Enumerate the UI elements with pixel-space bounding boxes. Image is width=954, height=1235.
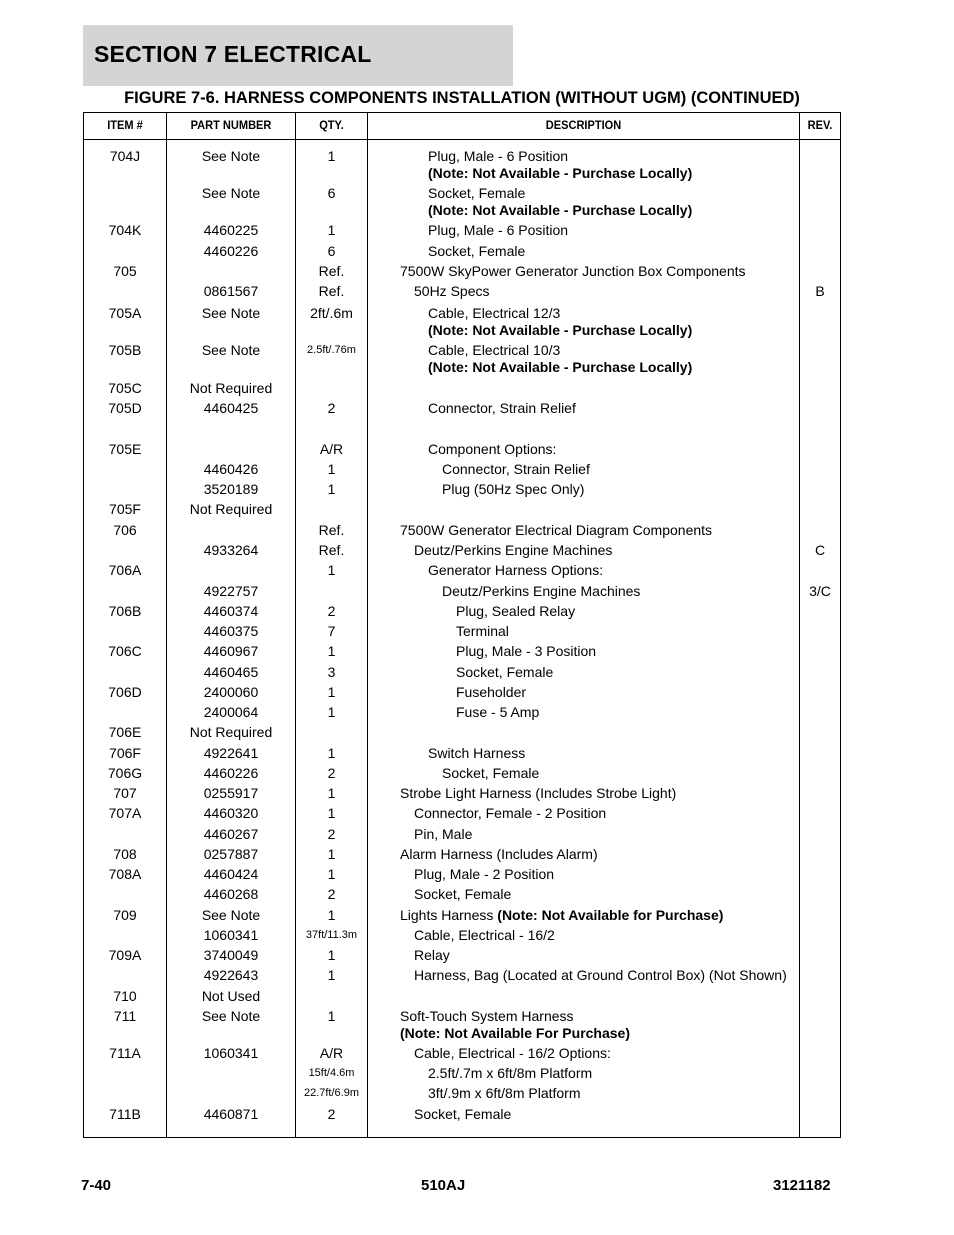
table-cell-part-number: See Note	[201, 1008, 261, 1024]
table-cell-item: 708A	[108, 866, 142, 882]
table-cell-qty: 6	[327, 243, 336, 259]
table-cell-part-number: See Note	[201, 907, 261, 923]
table-cell-part-number: 1060341	[203, 1045, 259, 1061]
table-cell-qty: 1	[327, 461, 336, 477]
table-cell-part-number: 4460871	[203, 1106, 259, 1122]
table-cell-item: 706G	[107, 765, 143, 781]
table-cell-description: Socket, Female	[414, 1106, 512, 1122]
table-cell-item: 711A	[109, 1045, 141, 1061]
table-cell-part-number: Not Used	[201, 988, 261, 1004]
table-cell-item: 706E	[108, 724, 142, 740]
footer-model: 510AJ	[421, 1177, 466, 1194]
table-cell-part-number: 4460226	[203, 765, 259, 781]
header-rev: REV.	[807, 118, 833, 132]
table-cell-description: Connector, Strain Relief	[442, 461, 590, 477]
table-cell-item: 705F	[109, 501, 141, 517]
table-cell-qty: 1	[327, 907, 336, 923]
table-cell-qty: 1	[327, 1008, 336, 1024]
table-cell-part-number: 2400064	[203, 704, 259, 720]
table-cell-description: Strobe Light Harness (Includes Strobe Light)	[400, 785, 677, 801]
table-cell-qty: 1	[327, 148, 336, 164]
table-cell-note: (Note: Not Available - Purchase Locally)	[428, 322, 693, 338]
table-cell-description: Cable, Electrical - 16/2 Options:	[414, 1045, 611, 1061]
table-cell-description: Deutz/Perkins Engine Machines	[414, 542, 613, 558]
table-cell-item: 706F	[109, 745, 141, 761]
table-cell-qty: Ref.	[318, 283, 345, 299]
table-cell-qty: 2	[327, 886, 336, 902]
table-cell-description: Plug, Male - 3 Position	[456, 643, 597, 659]
table-cell-qty: 1	[327, 866, 336, 882]
table-cell-description: 3ft/.9m x 6ft/8m Platform	[428, 1085, 581, 1101]
table-cell-description: Pin, Male	[414, 826, 473, 842]
table-cell-qty: 1	[327, 684, 336, 700]
description-note: (Note: Not Available for Purchase)	[497, 907, 724, 923]
table-cell-part-number: 4460426	[203, 461, 259, 477]
table-cell-note: (Note: Not Available - Purchase Locally)	[428, 202, 693, 218]
column-divider	[367, 113, 368, 1137]
table-cell-part-number: 4922757	[203, 583, 259, 599]
table-cell-item: 711B	[109, 1106, 141, 1122]
table-cell-note: (Note: Not Available - Purchase Locally)	[428, 359, 693, 375]
table-cell-description: Generator Harness Options:	[428, 562, 604, 578]
table-cell-qty: Ref.	[318, 542, 345, 558]
table-cell-part-number: See Note	[201, 305, 261, 321]
table-cell-qty: 1	[327, 846, 336, 862]
table-cell-part-number: 4922643	[203, 967, 259, 983]
table-cell-item: 708	[113, 846, 137, 862]
table-cell-rev: C	[814, 542, 826, 558]
table-cell-part-number: Not Required	[189, 501, 273, 517]
table-cell-qty: 2	[327, 400, 336, 416]
table-cell-item: 710	[113, 988, 137, 1004]
table-cell-part-number: 4922641	[203, 745, 259, 761]
table-cell-item: 705B	[108, 342, 142, 358]
table-cell-rev: B	[815, 283, 825, 299]
table-cell-part-number: See Note	[201, 185, 261, 201]
table-cell-qty: 6	[327, 185, 336, 201]
table-cell-description: 7500W SkyPower Generator Junction Box Components	[400, 263, 746, 279]
table-cell-part-number: 1060341	[203, 927, 259, 943]
table-cell-description: Harness, Bag (Located at Ground Control Box) (Not Shown)	[414, 967, 787, 983]
table-cell-item: 706B	[108, 603, 142, 619]
table-cell-item: 705D	[108, 400, 142, 416]
table-cell-qty: 2	[327, 826, 336, 842]
table-cell-note: (Note: Not Available - Purchase Locally)	[428, 165, 693, 181]
table-cell-description: Cable, Electrical 10/3	[428, 342, 561, 358]
table-cell-qty: 1	[327, 704, 336, 720]
table-cell-part-number: 4460225	[203, 222, 259, 238]
footer-doc-number: 3121182	[773, 1177, 831, 1194]
table-cell-part-number: 4460967	[203, 643, 259, 659]
table-cell-description: Component Options:	[428, 441, 557, 457]
table-cell-part-number: 4460226	[203, 243, 259, 259]
table-cell-part-number: 4460424	[203, 866, 259, 882]
table-cell-description: Plug, Sealed Relay	[456, 603, 576, 619]
table-cell-description: Switch Harness	[428, 745, 526, 761]
table-cell-description: Cable, Electrical 12/3	[428, 305, 561, 321]
header-part-number: PART NUMBER	[190, 118, 272, 132]
table-cell-part-number: See Note	[201, 342, 261, 358]
header-description: DESCRIPTION	[545, 118, 622, 132]
description-text: Lights Harness	[400, 907, 498, 923]
table-cell-description: Relay	[414, 947, 450, 963]
table-cell-item: 705	[113, 263, 137, 279]
table-cell-description: Alarm Harness (Includes Alarm)	[400, 846, 598, 862]
table-cell-description: Fuse - 5 Amp	[456, 704, 540, 720]
header-divider	[84, 139, 840, 140]
table-cell-qty: 3	[327, 664, 336, 680]
table-cell-qty: 1	[327, 562, 336, 578]
table-cell-item: 707	[113, 785, 137, 801]
header-qty: QTY.	[319, 118, 344, 132]
table-cell-qty: A/R	[319, 441, 344, 457]
table-cell-qty: 1	[327, 222, 336, 238]
table-cell-rev: 3/C	[809, 583, 831, 599]
table-cell-item: 705A	[108, 305, 142, 321]
column-divider	[799, 113, 800, 1137]
table-cell-description: 2.5ft/.7m x 6ft/8m Platform	[428, 1065, 593, 1081]
table-cell-qty: 2	[327, 603, 336, 619]
table-cell-note: (Note: Not Available For Purchase)	[400, 1025, 631, 1041]
table-cell-description: Socket, Female	[414, 886, 512, 902]
table-cell-part-number: 4460268	[203, 886, 259, 902]
table-cell-part-number: Not Required	[189, 380, 273, 396]
table-cell-qty: 15ft/4.6m	[308, 1067, 355, 1079]
table-cell-description: Connector, Strain Relief	[428, 400, 576, 416]
table-cell-description: Deutz/Perkins Engine Machines	[442, 583, 641, 599]
table-cell-qty: 1	[327, 481, 336, 497]
table-cell-description: Fuseholder	[456, 684, 527, 700]
table-cell-description: Plug (50Hz Spec Only)	[442, 481, 585, 497]
table-cell-item: 711	[113, 1008, 137, 1024]
table-cell-part-number: 4460375	[203, 623, 259, 639]
table-cell-item: 704J	[109, 148, 141, 164]
table-cell-part-number: 4460425	[203, 400, 259, 416]
table-cell-qty: 2	[327, 1106, 336, 1122]
table-cell-description: Cable, Electrical - 16/2	[414, 927, 555, 943]
table-cell-qty: 1	[327, 745, 336, 761]
table-cell-description	[400, 907, 723, 924]
table-cell-qty: 7	[327, 623, 336, 639]
table-cell-description: Plug, Male - 6 Position	[428, 148, 569, 164]
table-cell-qty: A/R	[319, 1045, 344, 1061]
table-cell-description: 7500W Generator Electrical Diagram Components	[400, 522, 713, 538]
table-cell-qty: 2.5ft/.76m	[307, 344, 356, 356]
table-cell-part-number: 0255917	[203, 785, 259, 801]
table-cell-qty: 2	[327, 765, 336, 781]
table-cell-qty: 22.7ft/6.9m	[303, 1087, 360, 1099]
table-cell-qty: 1	[327, 785, 336, 801]
table-cell-description: Soft-Touch System Harness	[400, 1008, 574, 1024]
table-cell-part-number: 0861567	[203, 283, 259, 299]
table-cell-part-number: 4460465	[203, 664, 259, 680]
table-cell-item: 706C	[108, 643, 142, 659]
table-cell-item: 709	[113, 907, 137, 923]
figure-title: FIGURE 7-6. HARNESS COMPONENTS INSTALLATION (WITHOUT UGM) (CONTINUED)	[124, 89, 800, 107]
table-cell-item: 706	[113, 522, 137, 538]
table-cell-description: Socket, Female	[442, 765, 540, 781]
table-cell-item: 706D	[108, 684, 142, 700]
table-cell-description: Socket, Female	[428, 185, 526, 201]
table-cell-qty: 2ft/.6m	[310, 305, 353, 321]
parts-table	[83, 112, 841, 1138]
footer-page-number: 7-40	[81, 1177, 112, 1194]
header-item: ITEM #	[107, 118, 143, 132]
table-cell-item: 707A	[108, 805, 142, 821]
table-cell-qty: 1	[327, 947, 336, 963]
table-cell-description: Connector, Female - 2 Position	[414, 805, 607, 821]
table-cell-part-number: See Note	[201, 148, 261, 164]
table-cell-item: 706A	[108, 562, 142, 578]
table-cell-qty: Ref.	[318, 263, 345, 279]
table-cell-part-number: 4933264	[203, 542, 259, 558]
table-cell-item: 705C	[108, 380, 142, 396]
table-cell-qty: Ref.	[318, 522, 345, 538]
table-cell-part-number: 4460320	[203, 805, 259, 821]
table-cell-part-number: 3520189	[203, 481, 259, 497]
table-cell-qty: 37ft/11.3m	[305, 929, 358, 941]
table-cell-description: Socket, Female	[456, 664, 554, 680]
table-cell-description: Plug, Male - 6 Position	[428, 222, 569, 238]
section-title: SECTION 7 ELECTRICAL	[94, 41, 372, 67]
table-cell-item: 709A	[108, 947, 142, 963]
table-cell-description: Socket, Female	[428, 243, 526, 259]
table-cell-description: 50Hz Specs	[414, 283, 490, 299]
table-cell-description: Plug, Male - 2 Position	[414, 866, 555, 882]
table-cell-part-number: 4460374	[203, 603, 259, 619]
table-cell-part-number: 0257887	[203, 846, 259, 862]
table-cell-part-number: 2400060	[203, 684, 259, 700]
table-cell-qty: 1	[327, 967, 336, 983]
table-cell-qty: 1	[327, 643, 336, 659]
table-cell-part-number: 4460267	[203, 826, 259, 842]
table-cell-description: Terminal	[456, 623, 509, 639]
table-cell-item: 704K	[108, 222, 142, 238]
table-cell-qty: 1	[327, 805, 336, 821]
table-cell-item: 705E	[108, 441, 142, 457]
table-cell-part-number: 3740049	[203, 947, 259, 963]
table-cell-part-number: Not Required	[189, 724, 273, 740]
